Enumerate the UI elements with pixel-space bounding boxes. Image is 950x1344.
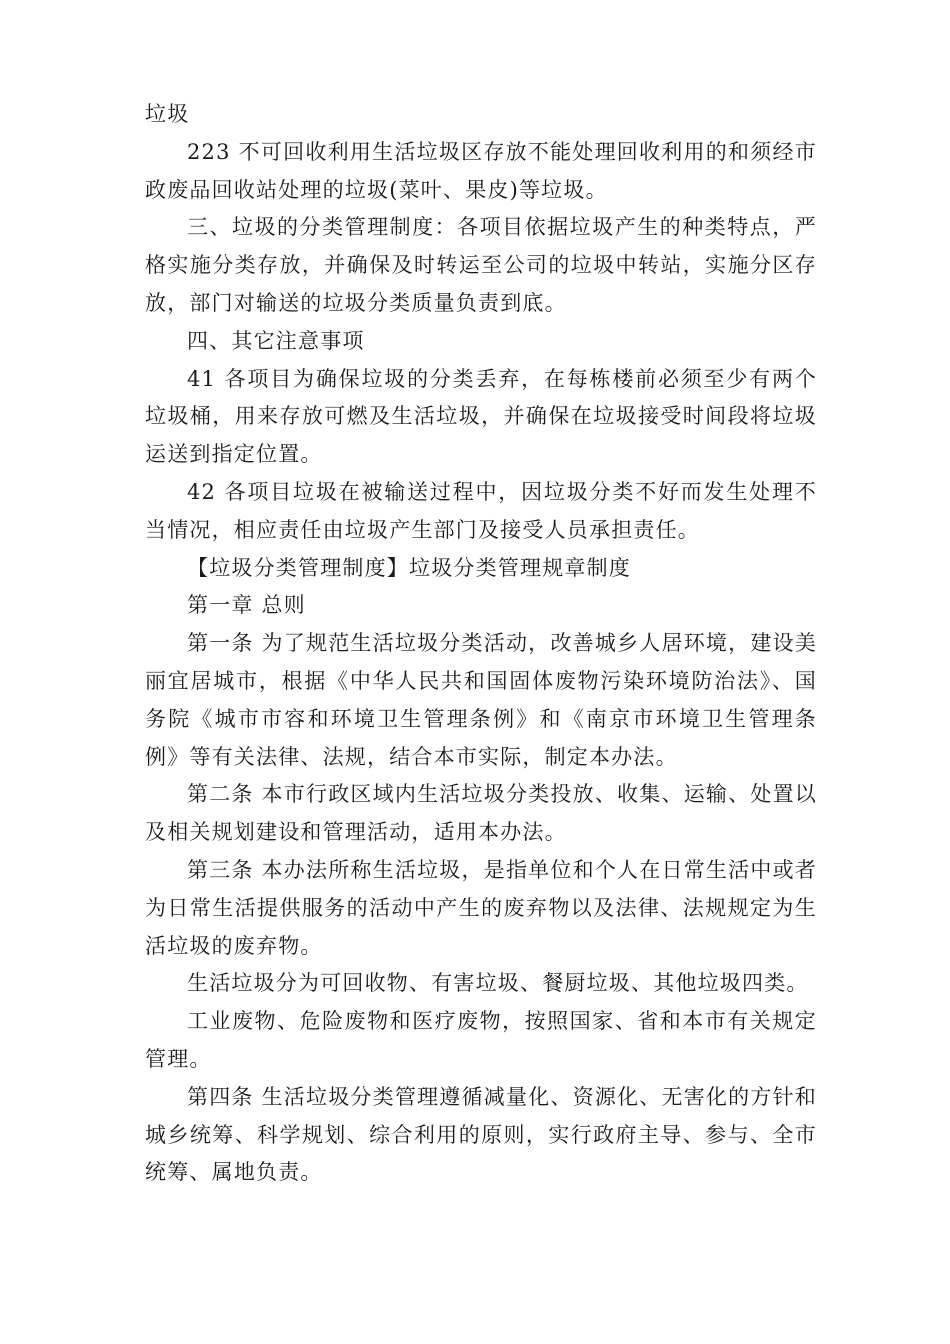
paragraph-4: 41 各项目为确保垃圾的分类丢弃，在每栋楼前必须至少有两个垃圾桶，用来存放可燃及生活垃圾，并确保在垃圾接受时间段将垃圾运送到指定位置。 (145, 366, 817, 467)
paragraph-13: 第四条 生活垃圾分类管理遵循减量化、资源化、无害化的方针和城乡统筹、科学规划、综合利用的原则，实行政府主导、参与、全市统筹、属地负责。 (145, 1084, 817, 1185)
paragraph-3: 四、其它注意事项 (187, 328, 365, 353)
paragraph-12: 工业废物、危险废物和医疗废物，按照国家、省和本市有关规定管理。 (145, 1009, 817, 1071)
paragraph-0: 垃圾 (145, 102, 190, 126)
paragraph-1: 223 不可回收利用生活垃圾区存放不能处理回收利用的和须经市政废品回收站处理的垃圾(菜叶、果皮)等垃圾。 (145, 139, 817, 202)
paragraph-5: 42 各项目垃圾在被输送过程中，因垃圾分类不好而发生处理不当情况，相应责任由垃圾产生部门及接受人员承担责任。 (145, 479, 817, 542)
paragraph-9: 第二条 本市行政区域内生活垃圾分类投放、收集、运输、处置以及相关规划建设和管理活动，适用本办法。 (145, 782, 817, 845)
paragraph-2: 三、垃圾的分类管理制度：各项目依据垃圾产生的种类特点，严格实施分类存放，并确保及时转运至公司的垃圾中转站，实施分区存放，部门对输送的垃圾分类质量负责到底。 (145, 215, 817, 315)
paragraph-7: 第一章 总则 (187, 593, 306, 618)
document-page (145, 96, 817, 1192)
paragraph-11: 生活垃圾分为可回收物、有害垃圾、餐厨垃圾、其他垃圾四类。 (187, 971, 809, 996)
paragraph-10: 第三条 本办法所称生活垃圾，是指单位和个人在日常生活中或者为日常生活提供服务的活动中产生的废弃物以及法律、法规规定为生活垃圾的废弃物。 (145, 857, 817, 958)
paragraph-6: 【垃圾分类管理制度】垃圾分类管理规章制度 (187, 555, 631, 580)
paragraph-8: 第一条 为了规范生活垃圾分类活动，改善城乡人居环境，建设美丽宜居城市，根据《中华人民共和国固体废物污染环境防治法》、国务院《城市市容和环境卫生管理条例》和《南京市环境卫生管理条例》等有关法律、法规，结合本市实际，制定本办法。 (145, 631, 817, 769)
